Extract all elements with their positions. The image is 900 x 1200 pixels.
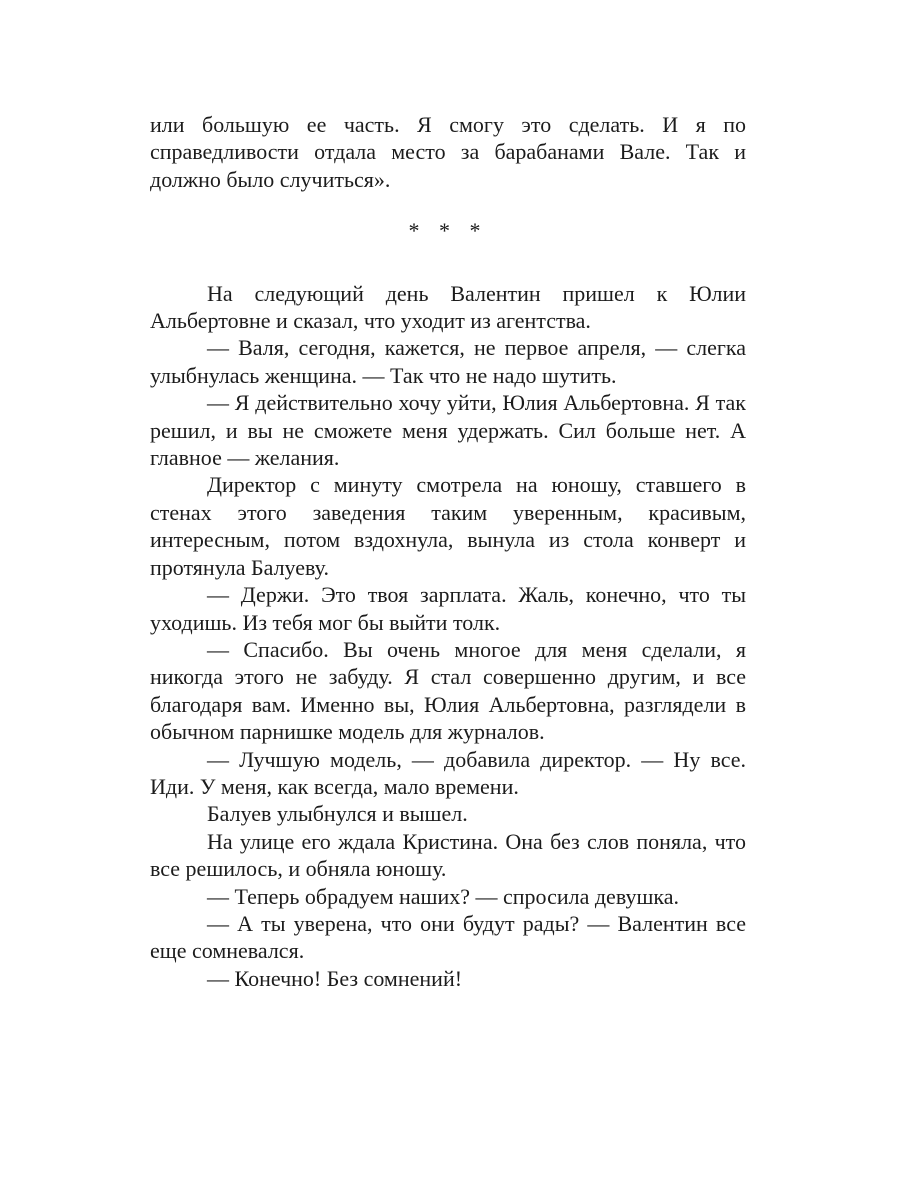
paragraph: — Конечно! Без сомнений! xyxy=(207,965,463,991)
paragraph: — А ты уверена, что они будут рады? — Валентин все еще сомневался. xyxy=(150,910,746,964)
paragraph: — Спасибо. Вы очень многое для меня сделали, я никогда этого не забуду. Я стал совершенно другим, и все благодаря вам. Именно вы, Юлия Альбертовна, разглядели в обычном парнишке модель для журналов. xyxy=(150,636,746,745)
text-block xyxy=(150,111,746,992)
paragraph: — Я действительно хочу уйти, Юлия Альбертовна. Я так решил, и вы не сможете меня удержать. Сил больше нет. А главное — желания. xyxy=(150,390,746,471)
paragraph: На следующий день Валентин пришел к Юлии Альбертовне и сказал, что уходит из агентства. xyxy=(150,280,746,334)
paragraph: На улице его ждала Кристина. Она без слов поняла, что все решилось, и обняла юношу. xyxy=(150,828,746,882)
paragraph: — Валя, сегодня, кажется, не первое апреля, — слегка улыбнулась женщина. — Так что не надо шутить. xyxy=(150,335,746,388)
paragraph: — Лучшую модель, — добавила директор. — Ну все. Иди. У меня, как всегда, мало времени. xyxy=(150,746,746,799)
paragraph: — Держи. Это твоя зарплата. Жаль, конечно, что ты уходишь. Из тебя мог бы выйти толк. xyxy=(150,582,746,635)
paragraph: Директор с минуту смотрела на юношу, ставшего в стенах этого заведения таким уверенным, красивым, интересным, потом вздохнула, вынула из стола конверт и протянула Балуеву. xyxy=(150,472,746,580)
paragraph: Балуев улыбнулся и вышел. xyxy=(207,801,468,827)
section-break: * * * xyxy=(408,218,488,244)
paragraph-continuation: или большую ее часть. Я смогу это сделать. И я по справедливости отдала место за барабанами Вале. Так и должно было случиться». xyxy=(150,112,746,192)
paragraph: — Теперь обрадуем наших? — спросила девушка. xyxy=(207,883,680,909)
